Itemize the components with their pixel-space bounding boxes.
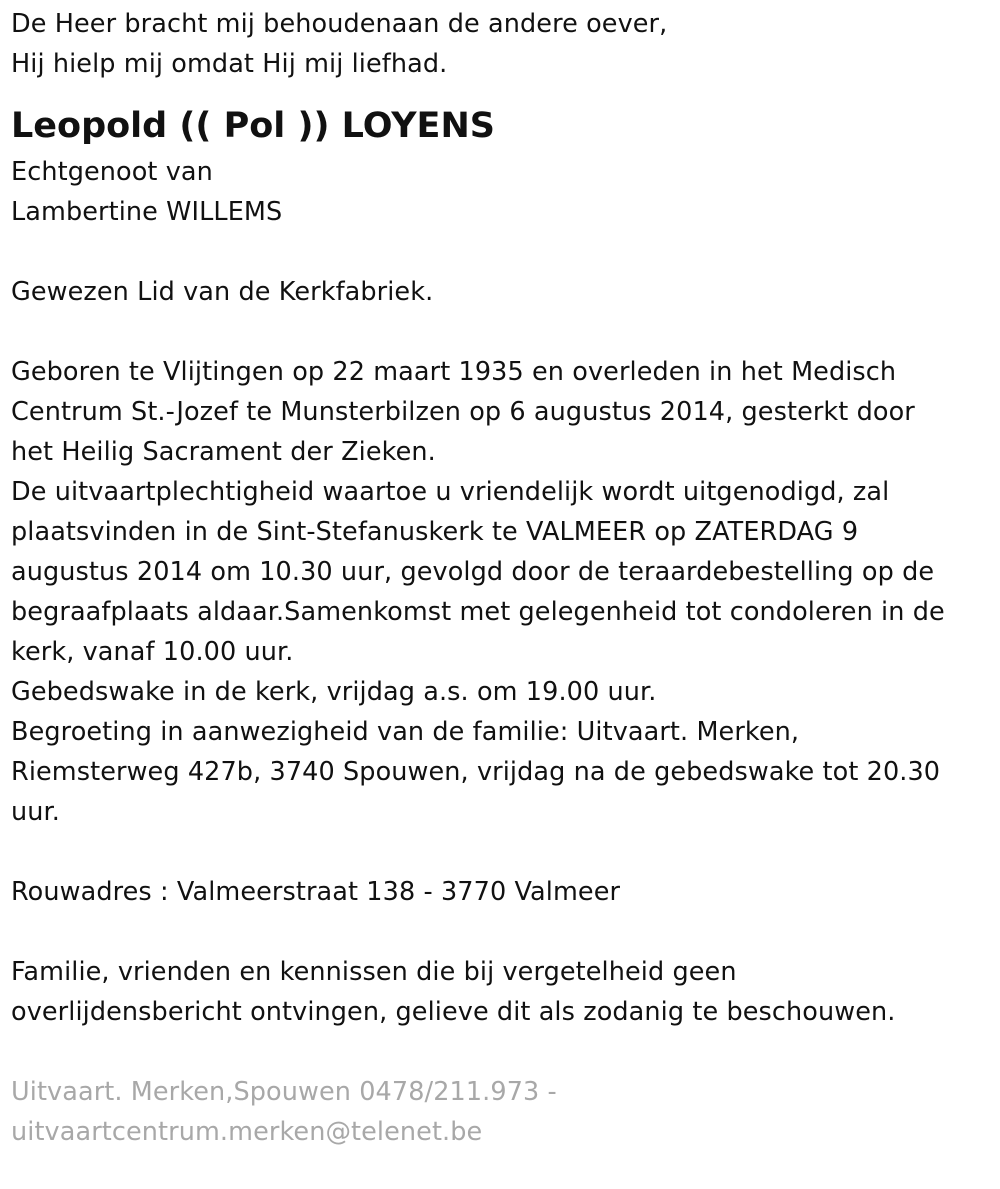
verse-block (11, 4, 1000, 84)
spouse-name: Lambertine WILLEMS (11, 197, 283, 227)
verse-line: De Heer bracht mij behoudenaan de andere oever, (11, 9, 668, 39)
relation-line: Echtgenoot van (11, 157, 213, 187)
relation-block (11, 152, 1000, 232)
spacer (11, 912, 1000, 952)
notice-block (11, 952, 1000, 1032)
spacer (11, 232, 1000, 272)
funeral-home-contact: Uitvaart. Merken,Spouwen 0478/211.973 - (11, 1077, 557, 1107)
funeral-home-email: uitvaartcentrum.merken@telenet.be (11, 1117, 483, 1147)
announcement-block (11, 352, 1000, 832)
announcement-line: Centrum St.-Jozef te Munsterbilzen op 6 augustus 2014, gesterkt door (11, 397, 915, 427)
announcement-line: Geboren te Vlijtingen op 22 maart 1935 en overleden in het Medisch (11, 357, 897, 387)
spacer (11, 832, 1000, 872)
funeral-home-footer (11, 1072, 1000, 1152)
notice-line: Familie, vrienden en kennissen die bij vergetelheid geen (11, 957, 737, 987)
announcement-line: Gebedswake in de kerk, vrijdag a.s. om 19.00 uur. (11, 677, 657, 707)
announcement-line: De uitvaartplechtigheid waartoe u vriendelijk wordt uitgenodigd, zal (11, 477, 890, 507)
announcement-line: het Heilig Sacrament der Zieken. (11, 437, 436, 467)
verse-line: Hij hielp mij omdat Hij mij liefhad. (11, 49, 448, 79)
notice-line: overlijdensbericht ontvingen, gelieve dit als zodanig te beschouwen. (11, 997, 896, 1027)
spacer (11, 312, 1000, 352)
announcement-line: augustus 2014 om 10.30 uur, gevolgd door de teraardebestelling op de (11, 557, 935, 587)
spacer (11, 1032, 1000, 1072)
announcement-line: uur. (11, 797, 60, 827)
announcement-line: begraafplaats aldaar.Samenkomst met gelegenheid tot condoleren in de (11, 597, 945, 627)
mourning-address: Rouwadres : Valmeerstraat 138 - 3770 Valmeer (11, 877, 621, 907)
role-line: Gewezen Lid van de Kerkfabriek. (11, 277, 434, 307)
announcement-line: plaatsvinden in de Sint-Stefanuskerk te VALMEER op ZATERDAG 9 (11, 517, 859, 547)
announcement-line: Riemsterweg 427b, 3740 Spouwen, vrijdag na de gebedswake tot 20.30 (11, 757, 941, 787)
deceased-name: Leopold (( Pol )) LOYENS (11, 106, 495, 146)
announcement-line: Begroeting in aanwezigheid van de familie: Uitvaart. Merken, (11, 717, 800, 747)
announcement-line: kerk, vanaf 10.00 uur. (11, 637, 294, 667)
